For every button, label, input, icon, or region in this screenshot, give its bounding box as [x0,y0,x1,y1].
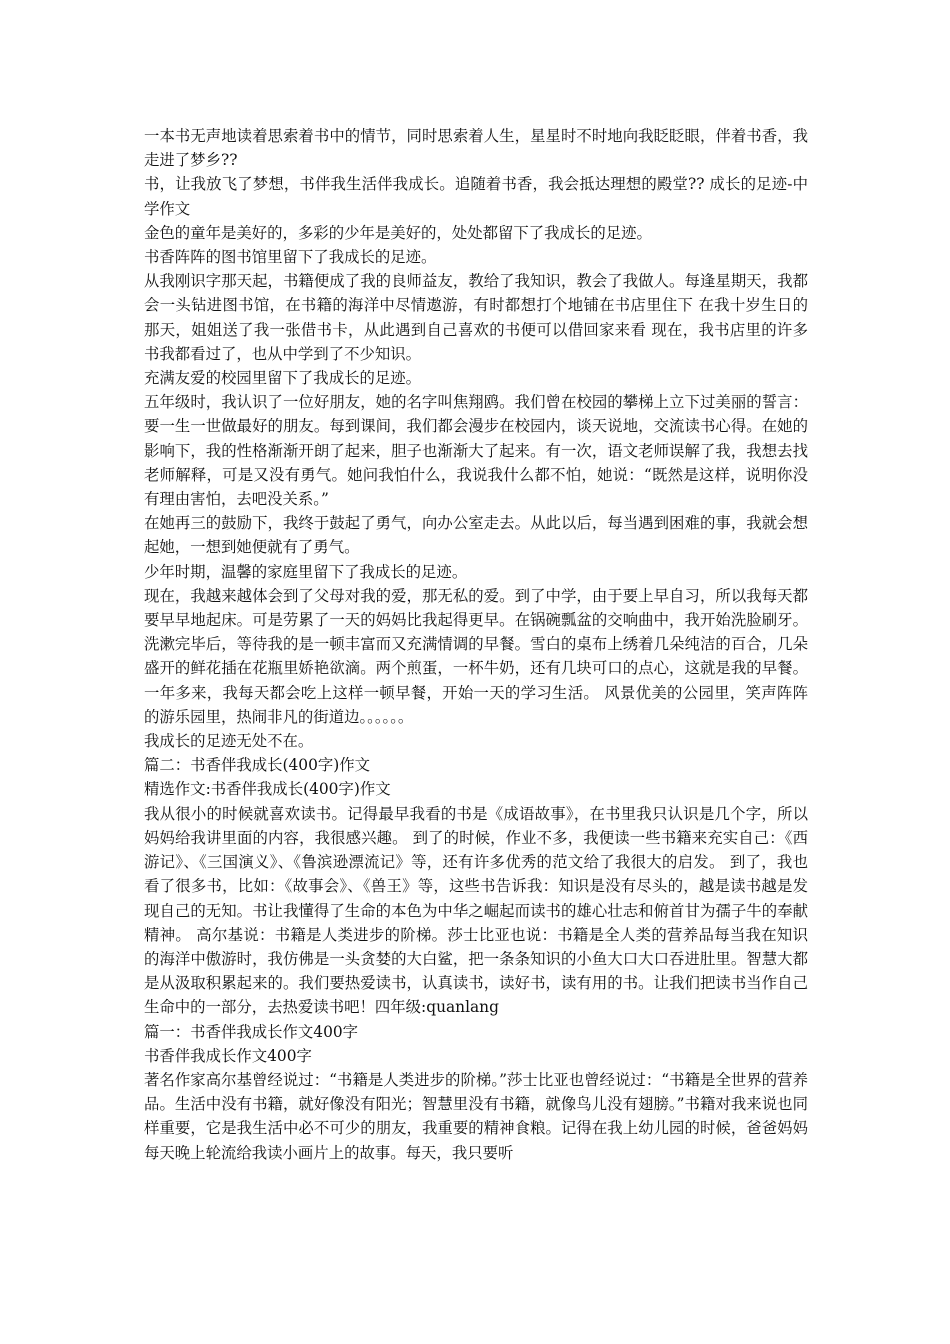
paragraph: 我成长的足迹无处不在。 [144,732,314,751]
section-heading: 篇二：书香伴我成长(400字)作文 [144,756,371,775]
document-body [144,124,808,1165]
paragraph: 书香阵阵的图书馆里留下了我成长的足迹。 [144,248,437,267]
section-heading: 篇一：书香伴我成长作文400字 [144,1022,359,1041]
paragraph: 著名作家高尔基曾经说过：“书籍是人类进步的阶梯。”莎士比亚也曾经说过：“书籍是全世界的营养品。生活中没有书籍，就好像没有阳光；智慧里没有书籍，就像鸟儿没有翅膀。”书籍对我来说也同样重要，它是我生活中必不可少的朋友，我重要的精神食粮。记得在我上幼儿园的时候，爸爸妈妈每天晚上轮流给我读小画片上的故事。每天，我只要听 [144,1070,808,1162]
paragraph: 现在，我越来越体会到了父母对我的爱，那无私的爱。到了中学，由于要上早自习，所以我每天都要早早地起床。可是劳累了一天的妈妈比我起得更早。在锅碗瓢盆的交响曲中，我开始洗脸刷牙。洗漱完毕后，等待我的是一顿丰富而又充满情调的早餐。雪白的桌布上绣着几朵纯洁的百合，几朵盛开的鲜花插在花瓶里娇艳欲滴。两个煎蛋，一杯牛奶，还有几块可口的点心，这就是我的早餐。一年多来，我每天都会吃上这样一顿早餐，开始一天的学习生活。 风景优美的公园里，笑声阵阵的游乐园里，热闹非凡的街道边。。。。。。 [144,586,808,726]
paragraph: 金色的童年是美好的，多彩的少年是美好的，处处都留下了我成长的足迹。 [144,223,652,242]
paragraph: 五年级时，我认识了一位好朋友，她的名字叫焦翔鸥。我们曾在校园的攀梯上立下过美丽的誓言：要一生一世做最好的朋友。每到课间，我们都会漫步在校园内，谈天说地，交流读书心得。在她的影响下，我的性格渐渐开朗了起来，胆子也渐渐大了起来。有一次，语文老师误解了我，我想去找老师解释，可是又没有勇气。她问我怕什么，我说我什么都不怕，她说：“既然是这样，说明你没有理由害怕，去吧没关系。” [144,393,808,509]
paragraph: 我从很小的时候就喜欢读书。记得最早我看的书是《成语故事》，在书里我只认识是几个字，所以妈妈给我讲里面的内容，我很感兴趣。 到了的时候，作业不多，我便读一些书籍来充实自己：《西游记》、《三国演义》、《鲁滨逊漂流记》等，还有许多优秀的范文给了我很大的启发。 到了，我也看了很多书，比如：《故事会》、《兽王》等，这些书告诉我：知识是没有尽头的，越是读书越是发现自己的无知。书让我懂得了生命的本色为中华之崛起而读书的雄心壮志和俯首甘为孺子牛的奉献精神。 高尔基说：书籍是人类进步的阶梯。莎士比亚也说：书籍是全人类的营养品每当我在知识的海洋中傲游时，我仿佛是一头贪婪的大白鲨，把一条条知识的小鱼大口大口吞进肚里。智慧大都是从汲取积累起来的。我们要热爱读书，认真读书，读好书，读有用的书。让我们把读书当作自己生命中的一部分，去热爱读书吧！四年级:quanlang [144,804,808,1017]
paragraph: 在她再三的鼓励下，我终于鼓起了勇气，向办公室走去。从此以后，每当遇到困难的事，我就会想起她，一想到她便就有了勇气。 [144,514,808,557]
paragraph: 一本书无声地读着思索着书中的情节，同时思索着人生，星星时不时地向我眨眨眼，伴着书香，我走进了梦乡?? [144,127,808,170]
paragraph: 书，让我放飞了梦想，书伴我生活伴我成长。追随着书香，我会抵达理想的殿堂?? 成长的足迹-中学作文 [144,175,808,218]
paragraph: 充满友爱的校园里留下了我成长的足迹。 [144,369,422,388]
paragraph: 少年时期，温馨的家庭里留下了我成长的足迹。 [144,562,468,581]
section-subheading: 精选作文:书香伴我成长(400字)作文 [144,780,391,799]
paragraph: 从我刚识字那天起，书籍便成了我的良师益友，教给了我知识，教会了我做人。每逢星期天，我都会一头钻进图书馆，在书籍的海洋中尽情遨游，有时都想打个地铺在书店里住下 在我十岁生日的那天，姐姐送了我一张借书卡，从此遇到自己喜欢的书便可以借回家来看 现在，我书店里的许多书我都看过了，也从中学到了不少知识。 [144,272,808,363]
section-subheading: 书香伴我成长作文400字 [144,1046,312,1065]
